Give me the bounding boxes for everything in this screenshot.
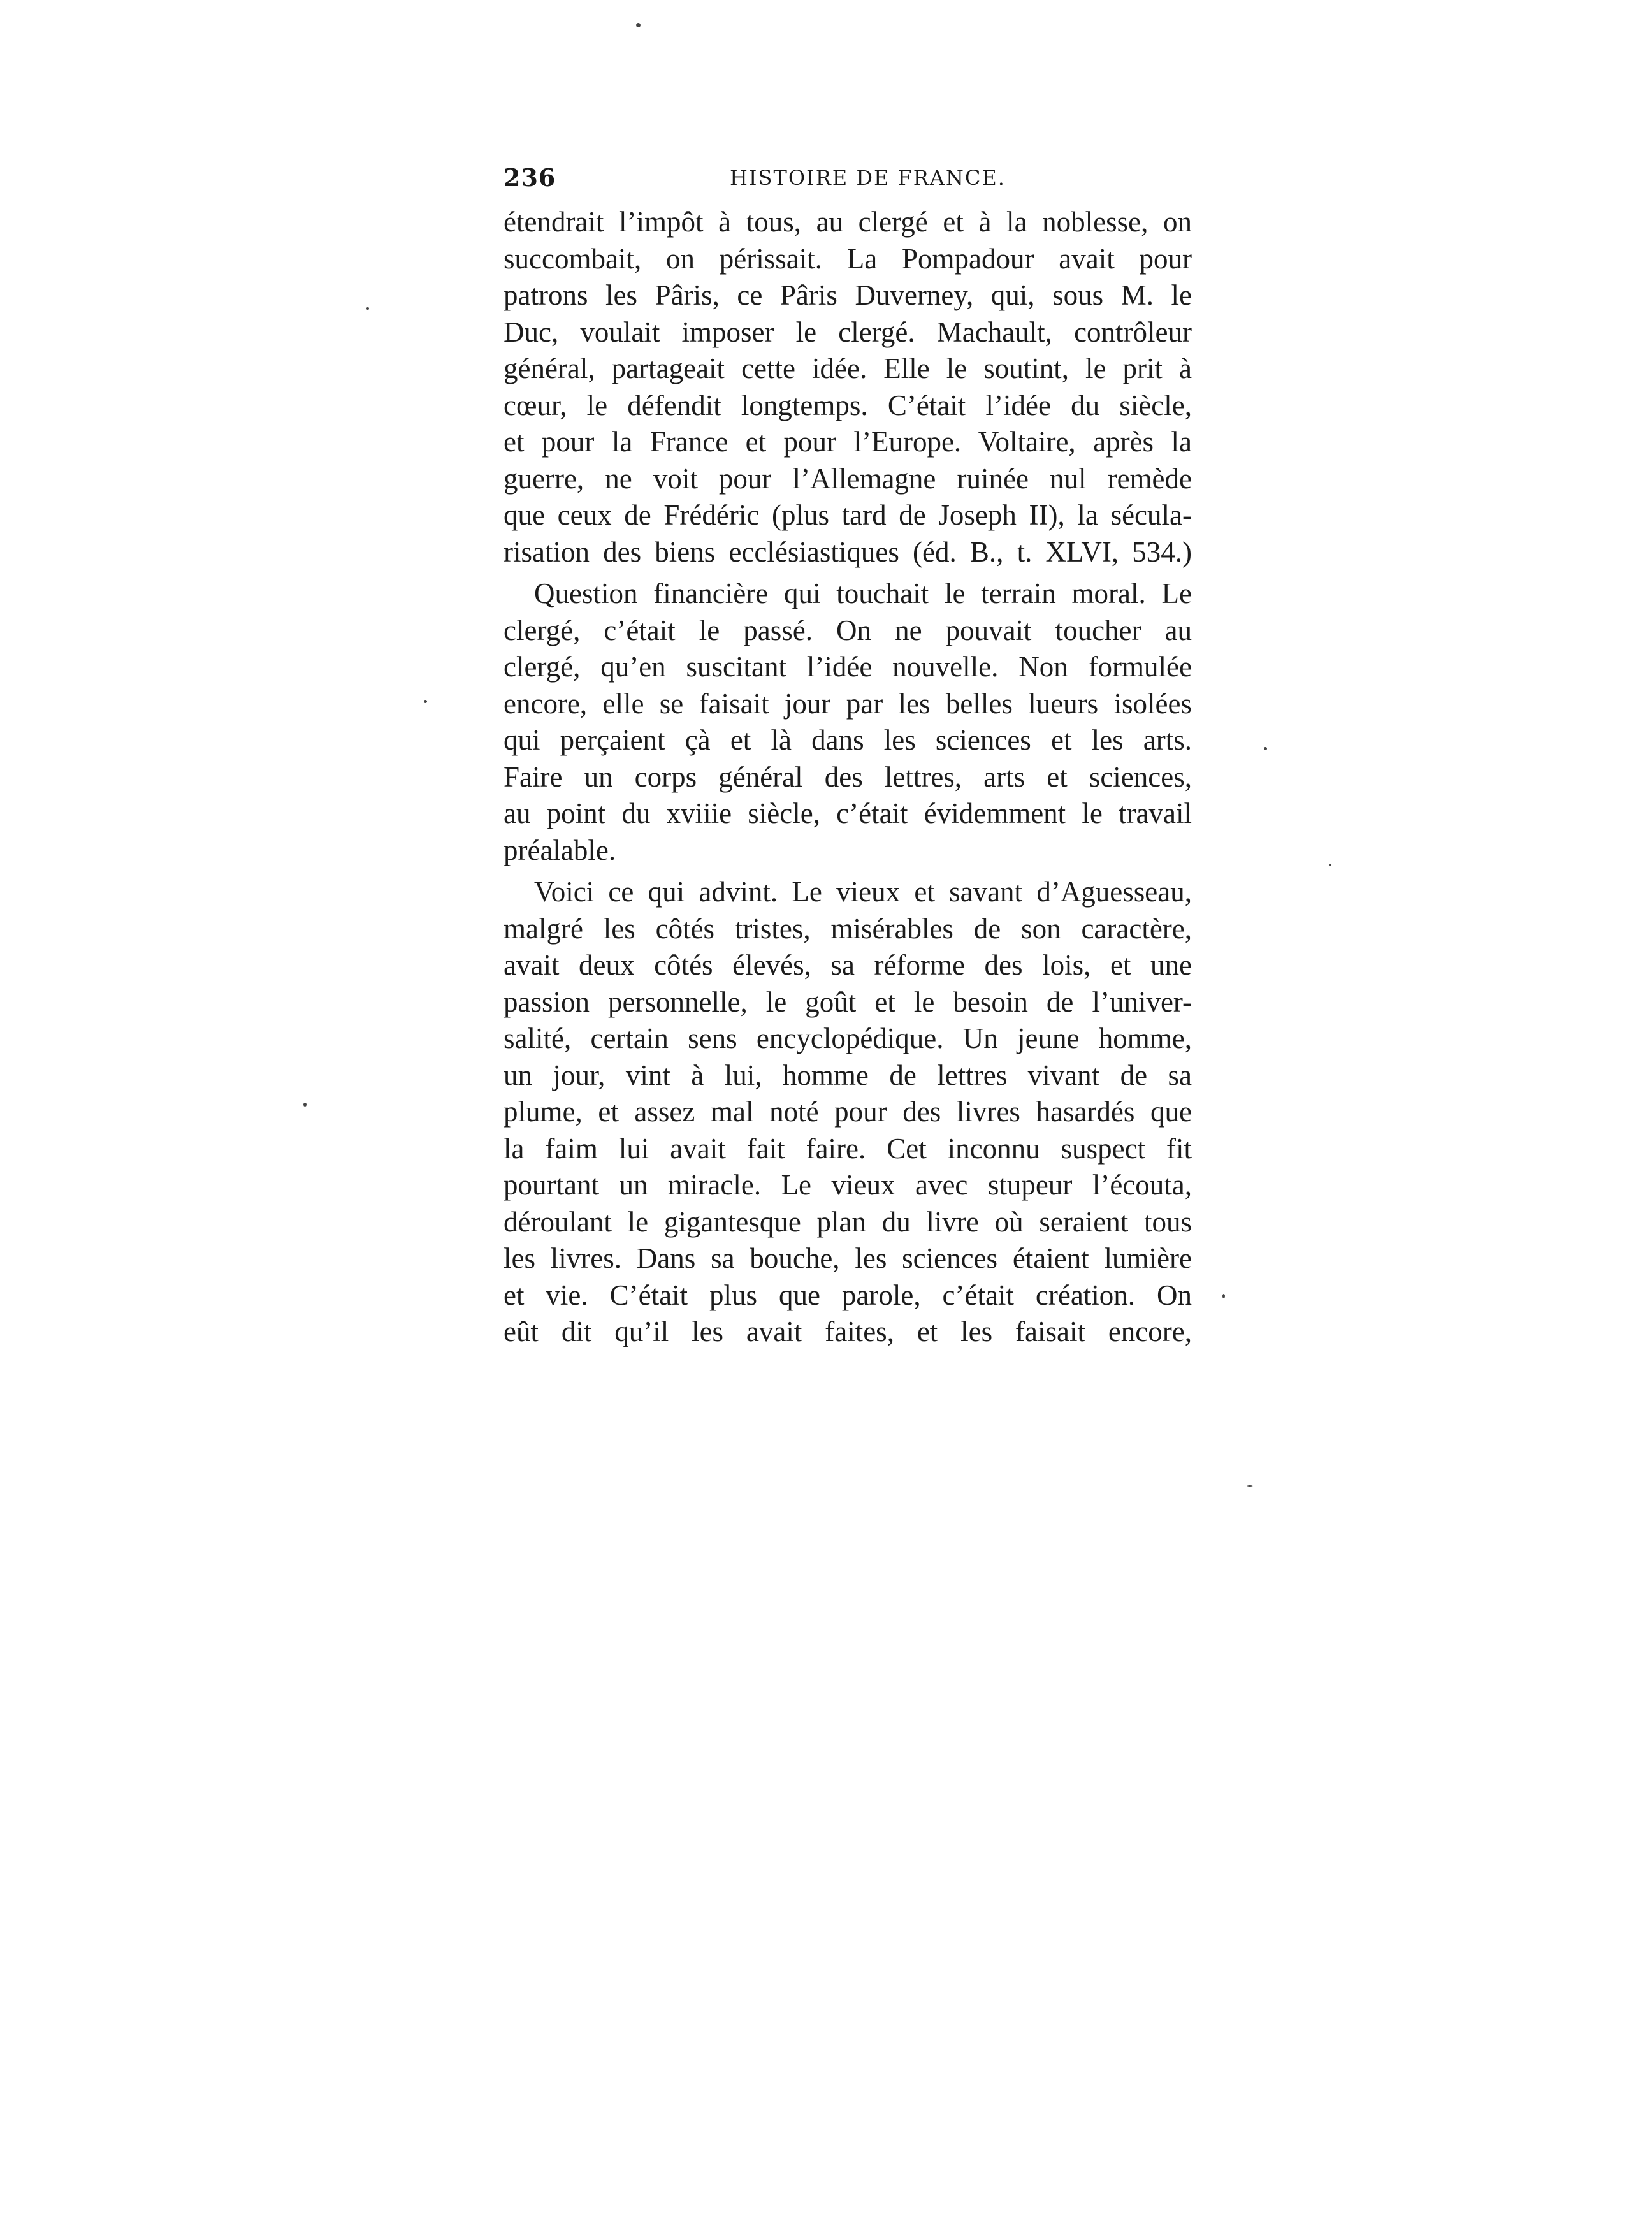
text-line: au point du xviiie siècle, c’était évidemment le travail: [504, 797, 1192, 829]
text-line: étendrait l’impôt à tous, au clergé et à la noblesse, on: [504, 206, 1192, 238]
running-title: HISTOIRE DE FRANCE.: [730, 166, 1006, 190]
text-line: passion personnelle, le goût et le besoin de l’univer-: [504, 985, 1192, 1018]
scan-speck: [424, 700, 427, 703]
paragraph-gap: [504, 570, 1192, 576]
text-line: que ceux de Frédéric (plus tard de Joseph II), la sécula-: [504, 499, 1192, 531]
text-line: les livres. Dans sa bouche, les sciences étaient lumière: [504, 1242, 1192, 1274]
scan-speck: [636, 23, 641, 27]
text-line: et pour la France et pour l’Europe. Voltaire, après la: [504, 426, 1192, 458]
scan-speck: [366, 307, 369, 310]
text-line: préalable.: [504, 834, 616, 866]
text-line: Duc, voulait imposer le clergé. Machault, contrôleur: [504, 316, 1192, 348]
scan-speck: [1329, 864, 1331, 866]
text-line: patrons les Pâris, ce Pâris Duverney, qui, sous M. le: [504, 279, 1192, 311]
text-line: malgré les côtés tristes, misérables de son caractère,: [504, 912, 1192, 945]
text-line: avait deux côtés élevés, sa réforme des lois, et une: [504, 949, 1192, 981]
text-line: guerre, ne voit pour l’Allemagne ruinée nul remède: [504, 462, 1192, 495]
page-header: [504, 163, 1192, 201]
page-number: 236: [504, 163, 556, 192]
scan-speck: [1222, 1294, 1225, 1298]
paragraph-gap: [504, 869, 1192, 874]
text-line: clergé, c’était le passé. On ne pouvait toucher au: [504, 614, 1192, 646]
scan-speck: [303, 1103, 307, 1107]
text-line: encore, elle se faisait jour par les belles lueurs isolées: [504, 687, 1192, 720]
text-line: pourtant un miracle. Le vieux avec stupeur l’écouta,: [504, 1169, 1192, 1201]
text-line: eût dit qu’il les avait faites, et les faisait encore,: [504, 1316, 1192, 1347]
text-line: Question financière qui touchait le terrain moral. Le: [534, 577, 1192, 609]
text-line: général, partageait cette idée. Elle le soutint, le prit à: [504, 352, 1192, 384]
text-line: un jour, vint à lui, homme de lettres vivant de sa: [504, 1059, 1192, 1091]
text-line: succombait, on périssait. La Pompadour avait pour: [504, 242, 1192, 275]
text-line: risation des biens ecclésiastiques (éd. B., t. XLVI, 534.): [504, 535, 1192, 568]
text-line: la faim lui avait fait faire. Cet inconnu suspect fit: [504, 1132, 1192, 1165]
text-line: et vie. C’était plus que parole, c’était création. On: [504, 1279, 1192, 1311]
text-line: salité, certain sens encyclopédique. Un jeune homme,: [504, 1022, 1192, 1054]
scan-speck: [1264, 747, 1267, 750]
text-line: Voici ce qui advint. Le vieux et savant d’Aguesseau,: [534, 876, 1192, 908]
text-line: Faire un corps général des lettres, arts et sciences,: [504, 760, 1192, 793]
scan-speck: [1247, 1485, 1253, 1487]
body-text: [504, 204, 1192, 1351]
text-line: plume, et assez mal noté pour des livres hasardés que: [504, 1096, 1192, 1128]
text-line: clergé, qu’en suscitant l’idée nouvelle. Non formulée: [504, 651, 1192, 683]
text-line: cœur, le défendit longtemps. C’était l’idée du siècle,: [504, 389, 1192, 421]
text-line: qui perçaient çà et là dans les sciences et les arts.: [504, 724, 1192, 756]
text-line: déroulant le gigantesque plan du livre où seraient tous: [504, 1205, 1192, 1238]
